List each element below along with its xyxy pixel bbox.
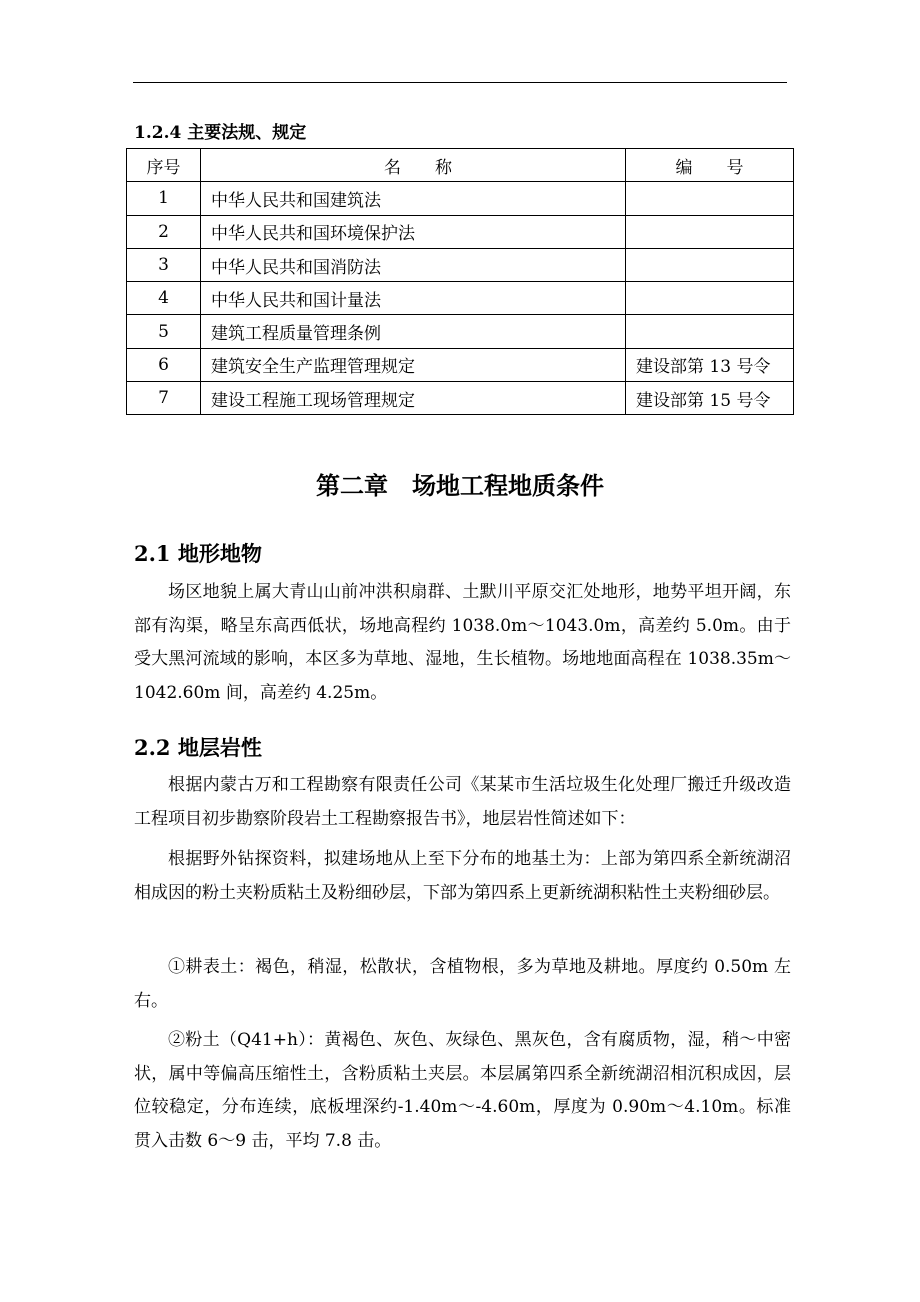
header-name: 名 称 [201,149,626,182]
row-name: 建筑安全生产监理管理规定 [201,348,626,381]
table-row [127,182,794,215]
row-code: 建设部第 13 号令 [626,348,794,381]
table-row [127,215,794,248]
row-code [626,282,794,315]
row-name: 中华人民共和国消防法 [201,248,626,281]
row-no: 2 [127,215,201,248]
row-code [626,182,794,215]
row-no: 4 [127,282,201,315]
section-1-2-4-title: 1.2.4 主要法规、规定 [134,123,307,143]
row-no: 1 [127,182,201,215]
header-rule [133,82,787,83]
row-name: 建设工程施工现场管理规定 [201,382,626,415]
table-row [127,382,794,415]
table-row [127,348,794,381]
table-row [127,315,794,348]
laws-table [126,148,794,415]
section-2-2-paragraph-3: ①耕表土：褐色，稍湿，松散状，含植物根，多为草地及耕地。厚度约 0.50m 左右。 [134,957,791,1011]
section-2-2-title: 2.2 地层岩性 [134,735,262,760]
header-no: 序号 [127,149,201,182]
section-2-2-paragraph-4: ②粉土（Q41+h）：黄褐色、灰色、灰绿色、黑灰色，含有腐质物，湿，稍～中密状，属中等偏高压缩性土，含粉质粘土夹层。本层属第四系全新统湖沼相沉积成因，层位较稳定，分布连续，底板埋深约-1.40m～-4.60m，厚度为 0.90m～4.10m。标准贯入击数 6～9 击，平均 7.8 击。 [134,1030,791,1151]
row-name: 中华人民共和国计量法 [201,282,626,315]
row-name: 中华人民共和国建筑法 [201,182,626,215]
row-no: 5 [127,315,201,348]
section-2-2-paragraph-2: 根据野外钻探资料，拟建场地从上至下分布的地基土为：上部为第四系全新统湖沼相成因的粉土夹粉质粘土及粉细砂层，下部为第四系上更新统湖积粘性土夹粉细砂层。 [134,849,791,903]
section-2-2-paragraph-1: 根据内蒙古万和工程勘察有限责任公司《某某市生活垃圾生化处理厂搬迁升级改造工程项目初步勘察阶段岩土工程勘察报告书》，地层岩性简述如下： [134,775,791,829]
chapter-2-title: 第二章 场地工程地质条件 [316,471,604,500]
table-row [127,282,794,315]
row-code: 建设部第 15 号令 [626,382,794,415]
table-row [127,248,794,281]
section-2-1-paragraph: 场区地貌上属大青山山前冲洪积扇群、土默川平原交汇处地形，地势平坦开阔，东部有沟渠，略呈东高西低状，场地高程约 1038.0m～1043.0m，高差约 5.0m。由于受大黑河流域的影响，本区多为草地、湿地，生长植物。场地地面高程在 1038.35m～1042.60m 间，高差约 4.25m。 [134,582,791,703]
header-code: 编 号 [626,149,794,182]
row-name: 建筑工程质量管理条例 [201,315,626,348]
row-code [626,215,794,248]
row-no: 3 [127,248,201,281]
row-no: 7 [127,382,201,415]
section-2-1-title: 2.1 地形地物 [134,541,262,566]
row-code [626,248,794,281]
table-header-row [127,149,794,182]
row-name: 中华人民共和国环境保护法 [201,215,626,248]
row-no: 6 [127,348,201,381]
row-code [626,315,794,348]
